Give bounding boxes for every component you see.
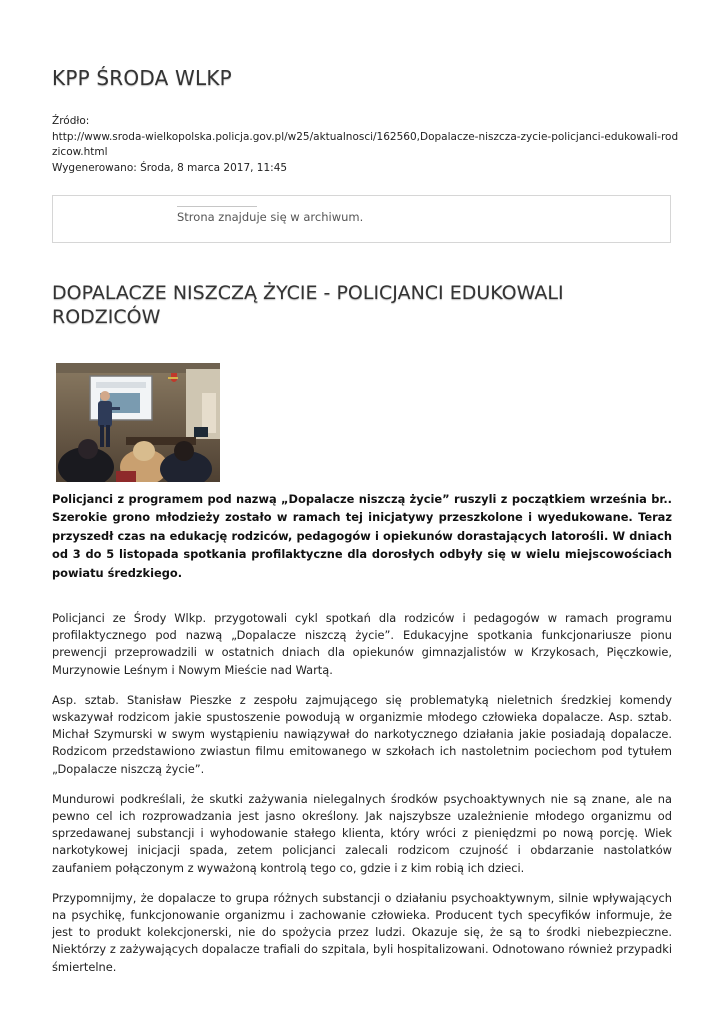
article-paragraph: Mundurowi podkreślali, że skutki zażywania nielegalnych środków psychoaktywnych nie są znane, ale na pewno cel ich rozprowadzania jest jasno określony. Jak najszybsze uzależnienie młodego organizmu od sprzedawanej substancji i wyhodowanie stałego klienta, który wróci z pieniędzmi po nową porcję. Wiek narkotykowej inicjacji spada, zetem policjanci zalecali rodzicom czujność i obdarzanie nastolatków zaufaniem połączonym z wyważoną kontrolą tego co, gdzie i z kim robią ich dzieci.: [52, 791, 672, 875]
article-paragraph: Policjanci ze Środy Wlkp. przygotowali cykl spotkań dla rodziców i pedagogów w ramach programu profilaktycznego pod nazwą „Dopalacze niszczą życie”. Edukacyjne spotkania funkcjonariusze pionu prewencji przeprowadzili w ostatnich dniach dla opiekunów gimnazjalistów w Krzykosach, Pięczkowie, Murzynowie Leśnym i Nowym Mieście nad Wartą.: [52, 611, 672, 677]
source-url[interactable]: http://www.sroda-wielkopolska.policja.gov.pl/w25/aktualnosci/162560,Dopalacze-niszcza-zycie-policjanci-edukowali-rodzicow.html: [52, 130, 679, 158]
source-label: Źródło:: [52, 115, 90, 127]
archive-notice: Strona znajduje się w archiwum.: [177, 210, 364, 224]
site-title: KPP ŚRODA WLKP: [52, 66, 232, 90]
article-photo: [56, 363, 220, 482]
generated-date: Wygenerowano: Środa, 8 marca 2017, 11:45: [52, 161, 288, 174]
archive-divider: [177, 206, 257, 207]
article-body: [52, 610, 672, 989]
document-meta: [52, 114, 682, 176]
article-lead: Policjanci z programem pod nazwą „Dopalacze niszczą życie” ruszyli z początkiem września br.. Szerokie grono młodzieży zostało w ramach tej inicjatywy przeszkolone i wyedukowane. Teraz przyszedł czas na edukację rodziców, pedagogów i opiekunów dorastających latorośli. W dniach od 3 do 5 listopada spotkania profilaktyczne dla dorosłych odbyły się w wielu miejscowościach powiatu średzkiego.: [52, 492, 672, 580]
article-title: DOPALACZE NISZCZĄ ŻYCIE - POLICJANCI EDUKOWALI RODZICÓW: [52, 282, 564, 328]
article-paragraph: Asp. sztab. Stanisław Pieszke z zespołu zajmującego się problematyką nieletnich średzkiej komendy wskazywał rodzicom jakie spustoszenie powodują w organizmie młodego człowieka dopalacze. Asp. sztab. Michał Szymurski w swym wystąpieniu nawiązywał do narkotycznego działania jakie posiadają dopalacze. Rodzicom przedstawiono zwiastun filmu emitowanego w szkołach ich nastoletnim pociechom pod tytułem „Dopalacze niszczą życie”.: [52, 692, 672, 776]
article-paragraph: Przypomnijmy, że dopalacze to grupa różnych substancji o działaniu psychoaktywnym, silnie wpływających na psychikę, funkcjonowanie organizmu i zachowanie człowieka. Producent tych specyfików informuje, że jest to produkt kolekcjonerski, nie do spożycia przez ludzi. Okazuje się, że są to środki niebezpieczne. Niektórzy z zażywających dopalacze trafiali do szpitala, byli hospitalizowani. Odnotowano również przypadki śmiertelne.: [52, 890, 672, 974]
archive-notice-box: [52, 195, 671, 243]
